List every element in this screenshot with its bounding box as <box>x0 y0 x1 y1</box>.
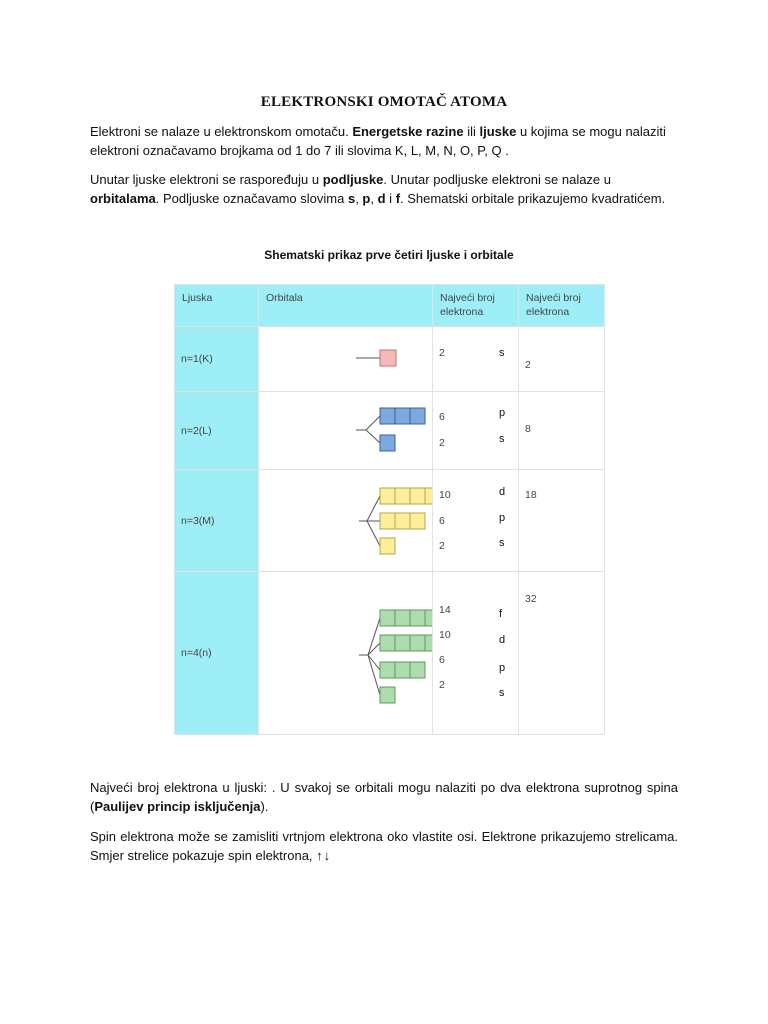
spin-arrows: ↑↓ <box>316 847 332 863</box>
subshell-counts: 14 10 6 2 <box>433 572 519 735</box>
table-row <box>175 392 605 470</box>
orbital-diagram-svg <box>259 327 432 391</box>
orbital-table <box>174 284 605 735</box>
page-title: ELEKTRONSKI OMOTAČ ATOMA <box>260 94 508 110</box>
shell-total: 8 <box>519 392 605 470</box>
orbital-diagram-svg <box>259 572 432 734</box>
table-row <box>175 572 605 735</box>
term-energetske-razine: Energetske razine <box>352 124 464 139</box>
orbital-diagram-svg <box>259 470 432 571</box>
shell-label: n=2(L) <box>175 392 259 470</box>
term-ljuske: ljuske <box>479 124 517 139</box>
term-pauli-principle: Paulijev princip isključenja <box>94 798 261 814</box>
orbital-diagram-svg <box>259 392 432 469</box>
orbital-diagram-n: f d p s <box>259 572 433 735</box>
table-row <box>175 470 605 572</box>
orbital-diagram-k: s <box>259 327 433 392</box>
shell-label: n=1(K) <box>175 327 259 392</box>
shell-total: 18 <box>519 470 605 572</box>
term-podljuske: podljuske <box>322 172 384 187</box>
shell-label: n=4(n) <box>175 572 259 735</box>
paragraph-intro: Elektroni se nalaze u elektronskom omotaču. Energetske razine ili ljuske u kojima se mogu nalaziti elektroni označavamo brojkama od 1 do 7 ili slovima K, L, M, N, O, P, Q . <box>90 124 666 158</box>
term-orbitalama: orbitalama <box>90 190 156 206</box>
header-max-shell: Najveći broj elektrona <box>519 285 605 327</box>
header-max-subshell: Najveći broj elektrona <box>433 285 519 327</box>
header-orbital: Orbitala <box>259 285 433 327</box>
paragraph-pauli: Najveći broj elektrona u ljuski: . U svakoj se orbitali mogu nalaziti po dva elektrona suprotnog spina (Paulijev princip isključenja). <box>90 780 678 814</box>
subshell-counts: 10 6 2 <box>433 470 519 572</box>
header-shell: Ljuska <box>175 285 259 327</box>
shell-label: n=3(M) <box>175 470 259 572</box>
orbital-box <box>380 350 396 366</box>
shell-total: 32 <box>519 572 605 735</box>
orbital-diagram-m: d p s <box>259 470 433 572</box>
paragraph-spin: Spin elektrona može se zamisliti vrtnjom elektrona oko vlastite osi. Elektrone prikazujemo strelicama. Smjer strelice pokazuje spin elektrona, ↑↓ <box>90 829 678 863</box>
subshell-counts: 2 <box>433 327 519 392</box>
subshell-counts: 6 2 <box>433 392 519 470</box>
paragraph-subshells: Unutar ljuske elektroni se raspoređuju u podljuske. Unutar podljuske elektroni se nalaze u orbitalama. Podljuske označavamo slovima s, p, d i f. Shematski orbitale prikazujemo kvadratićem. <box>90 172 666 206</box>
orbital-diagram-l: p s <box>259 392 433 470</box>
table-header-row <box>175 285 605 327</box>
table-caption: Shematski prikaz prve četiri ljuske i orbitale <box>264 248 514 262</box>
shell-total: 2 <box>519 327 605 392</box>
table-row <box>175 327 605 392</box>
